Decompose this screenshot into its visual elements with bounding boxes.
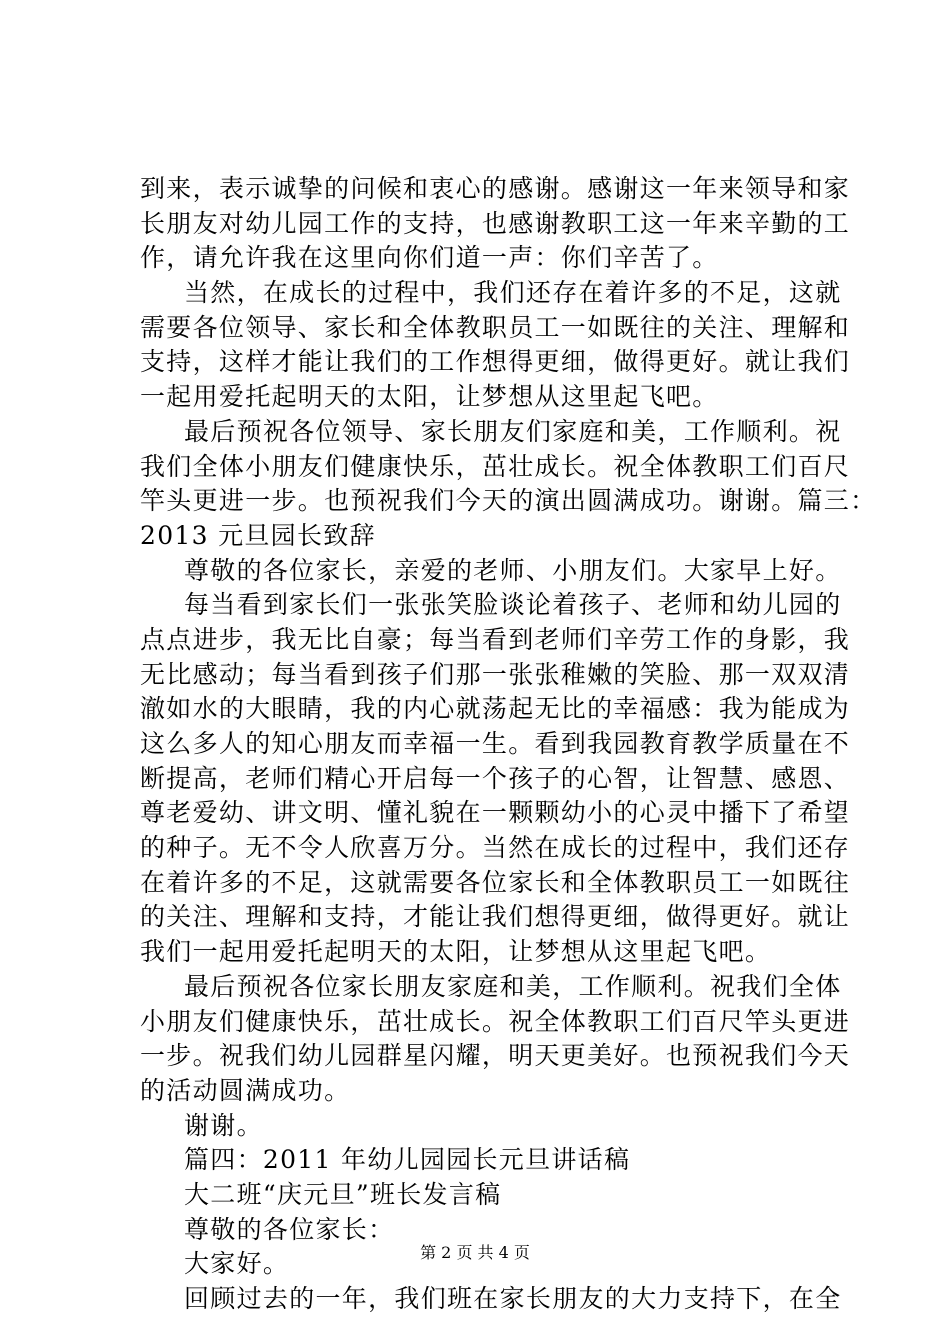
text-line: 大家好。 bbox=[184, 1249, 290, 1279]
text-line: 2013 元旦园长致辞 bbox=[140, 520, 376, 550]
text-line: 尊敬的各位家长： bbox=[184, 1214, 395, 1244]
text-line: 一起用爱托起明天的太阳，让梦想从这里起飞吧。 bbox=[140, 382, 719, 412]
text-line: 的种子。无不令人欣喜万分。当然在成长的过程中，我们还存 bbox=[140, 833, 851, 863]
text-line: 尊敬的各位家长，亲爱的老师、小朋友们。大家早上好。 bbox=[184, 555, 842, 585]
body-text bbox=[140, 172, 877, 1317]
text-line: 小朋友们健康快乐，茁壮成长。祝全体教职工们百尺竿头更进 bbox=[140, 1006, 851, 1036]
text-line: 一步。祝我们幼儿园群星闪耀，明天更美好。也预祝我们今天 bbox=[140, 1041, 851, 1071]
text-line: 长朋友对幼儿园工作的支持，也感谢教职工这一年来辛勤的工 bbox=[140, 208, 851, 238]
text-line: 最后预祝各位家长朋友家庭和美，工作顺利。祝我们全体 bbox=[184, 971, 842, 1001]
text-line: 在着许多的不足，这就需要各位家长和全体教职员工一如既往 bbox=[140, 867, 851, 897]
text-line: 我们一起用爱托起明天的太阳，让梦想从这里起飞吧。 bbox=[140, 937, 772, 967]
text-line: 当然，在成长的过程中，我们还存在着许多的不足，这就 bbox=[184, 278, 842, 308]
text-line: 回顾过去的一年，我们班在家长朋友的大力支持下，在全 bbox=[184, 1284, 842, 1313]
text-line: 点点进步，我无比自豪；每当看到老师们辛劳工作的身影，我 bbox=[140, 624, 851, 654]
text-line: 支持，这样才能让我们的工作想得更细，做得更好。就让我们 bbox=[140, 347, 851, 377]
text-line: 大二班“庆元旦”班长发言稿 bbox=[184, 1179, 502, 1209]
text-line: 竿头更进一步。也预祝我们今天的演出圆满成功。谢谢。篇三： bbox=[140, 486, 877, 516]
text-line: 篇四：2011 年幼儿园园长元旦讲话稿 bbox=[184, 1145, 631, 1175]
text-line: 最后预祝各位领导、家长朋友们家庭和美，工作顺利。祝 bbox=[184, 416, 842, 446]
text-line: 无比感动；每当看到孩子们那一张张稚嫩的笑脸、那一双双清 bbox=[140, 659, 851, 689]
text-line: 作，请允许我在这里向你们道一声：你们辛苦了。 bbox=[140, 243, 719, 273]
text-line: 澈如水的大眼睛，我的内心就荡起无比的幸福感：我为能成为 bbox=[140, 694, 851, 724]
text-line: 需要各位领导、家长和全体教职员工一如既往的关注、理解和 bbox=[140, 312, 851, 342]
text-line: 谢谢。 bbox=[184, 1110, 263, 1140]
text-line: 尊老爱幼、讲文明、懂礼貌在一颗颗幼小的心灵中播下了希望 bbox=[140, 798, 851, 828]
text-line: 的关注、理解和支持，才能让我们想得更细，做得更好。就让 bbox=[140, 902, 851, 932]
page-footer: 第 2 页 共 4 页 bbox=[420, 1243, 530, 1262]
text-line: 断提高，老师们精心开启每一个孩子的心智，让智慧、感恩、 bbox=[140, 763, 851, 793]
text-line: 的活动圆满成功。 bbox=[140, 1075, 351, 1105]
text-line: 我们全体小朋友们健康快乐，茁壮成长。祝全体教职工们百尺 bbox=[140, 451, 851, 481]
text-line: 这么多人的知心朋友而幸福一生。看到我园教育教学质量在不 bbox=[140, 729, 851, 758]
text-line: 每当看到家长们一张张笑脸谈论着孩子、老师和幼儿园的 bbox=[184, 590, 842, 620]
text-line: 到来，表示诚挚的问候和衷心的感谢。感谢这一年来领导和家 bbox=[140, 174, 851, 203]
